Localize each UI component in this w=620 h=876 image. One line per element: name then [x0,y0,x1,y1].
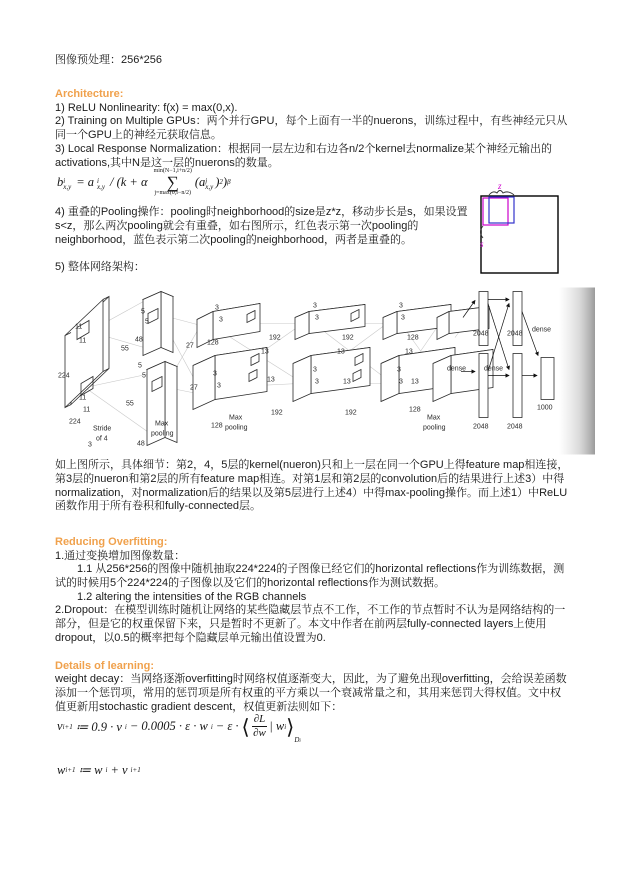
figure-label: 13 [267,376,275,384]
figure-label: 2048 [473,330,489,338]
figure-label: 48 [137,440,145,448]
conv1-top-side [161,292,173,353]
figure-label: 128 [409,406,421,414]
figure-label: 11 [79,337,87,345]
figure-label: 3 [315,314,319,322]
figure-label: 3 [401,314,405,322]
figure-label: 13 [405,348,413,356]
right-angle-bracket: ⟩ [286,714,295,739]
left-angle-bracket: ⟨ [241,714,250,739]
figure-label: Max [427,414,441,422]
overfitting-line-1-1: 1.1 从256*256的图像中随机抽取224*224的子图像已经它们的horizontal reflections作为训练数据，测试的时候用5个224*224的子图像以及它们的horizontal reflections作为测试数据。 [55,563,565,589]
reducing-overfitting-heading: Reducing Overfitting: [55,536,168,548]
figure-label: dense [447,365,467,373]
lrn-b: b [57,174,64,189]
conv2-bottom-front [193,356,215,410]
figure-label: 13 [411,378,419,386]
figure-label: 3 [217,382,221,390]
figure-label: 5 [138,362,142,370]
figure-label: 3 [399,302,403,310]
figure-label: of 4 [96,435,108,443]
post-figure-paragraph: 如上图所示，具体细节：第2，4，5层的kernel(nueron)只和上一层在同一个GPU上得feature map相连接，第3层的nueron和第2层的所有feature map相连。对第1层和第2层的convolution后的结果进行上述3）中得normalization，对normalization后的结果以及第5层进行上述4）中得max-pooling操作。而上述1）中ReLU函数作用于所有卷积和fully-connected层。 [55,459,569,513]
lrn-mid: / (k + α [110,174,148,189]
overfitting-line-1: 1.通过变换增加图像数量： [55,550,186,562]
overfitting-dropout: 2.Dropout：在模型训练时随机让网络的某些隐藏层节点不工作，不工作的节点暂时不认为是网络结构的一部分，但是它的权重保留下来，只是暂时不更新了。本文中作者在前两层fully-connected layers上使用dropout，以0.5的概率把每个隐藏层单元输出值设置为0. [55,604,566,644]
architecture-item-5: 5) 整体网络架构： [55,261,145,273]
figure-label: 13 [343,378,351,386]
figure-label: 3 [399,378,403,386]
details-of-learning-heading: Details of learning: [55,660,155,672]
fc6-bar-bottom [479,354,488,418]
figure-label: dense [484,365,504,373]
alexnet-svg [55,287,595,455]
weight-decay-paragraph: weight decay：当网络逐渐overfitting时网络权值逐渐变大，因此，为了避免出现overfitting，会给误差函数添加一个惩罚项，常用的惩罚项是所有权重的平方乘以一个衰减常量之和，其用来惩罚大得权值。文中权值更新用stochastic gradient descent，权值更新法则如下： [55,673,567,713]
figure-label: 1000 [537,404,553,412]
z-brace [489,191,514,196]
lrn-formula: b i x,y = a i x,y / (k + α min(N−1,i+n/2) ∑ j=max(0,i−n/2) (a j x,y ) 2 ) β [57,168,231,196]
s-label: s [480,239,484,249]
figure-label: 55 [126,400,134,408]
v-update-formula: v i+1 ≔ 0.9 · v i − 0.0005 · ε · w i − ε · ⟨ $\frac{\partial L}{\partial w}$ | w i ⟩ Di [57,713,301,744]
lrn-a-scripts: i x,y [97,176,105,191]
figure-label: Max [155,420,169,428]
figure-label: 3 [213,370,217,378]
output-1000-bar [541,358,554,400]
architecture-item-4: 4) 重叠的Pooling操作：pooling时neighborhood的size是z*z，移动步长是s，如果设置s<z，那么两次pooling就会有重叠，如右图所示，红色表示第一次pooling的neighborhood，蓝色表示第二次pooling的neighborhood，两者是重叠的。 [55,206,468,246]
figure-label: 3 [88,441,92,449]
figure-edge-shadow [559,288,595,455]
figure-label: pooling [151,430,174,438]
architecture-item-3: 3) Local Response Normalization：根据同一层左边和右边各n/2个kernel去normalize某个神经元输出的activations,其中N是这一层的nuerons的数量。 [55,143,552,169]
figure-label: 3 [215,304,219,312]
figure-label: 5 [141,308,145,316]
architecture-heading: Architecture: [55,88,124,100]
figure-label: 128 [211,422,223,430]
figure-label: pooling [423,424,446,432]
figure-label: 2048 [507,330,523,338]
figure-label: 2048 [507,423,523,431]
figure-label: 128 [407,334,419,342]
alexnet-figure [55,287,595,455]
figure-label: 192 [342,334,354,342]
figure-label: 224 [58,372,70,380]
figure-label: 48 [135,336,143,344]
lrn-sum: min(N−1,i+n/2) ∑ j=max(0,i−n/2) [153,168,192,196]
figure-label: 2048 [473,423,489,431]
figure-label: 3 [313,366,317,374]
figure-label: dense [532,326,552,334]
figure-label: 5 [142,372,146,380]
figure-label: 11 [75,323,83,331]
figure-label: 3 [315,378,319,386]
figure-label: 11 [79,394,87,402]
lrn-eq: = a [76,174,95,189]
figure-label: 3 [313,302,317,310]
lrn-term: (a [194,174,206,189]
overfitting-line-1-2: 1.2 altering the intensities of the RGB channels [77,591,307,603]
figure-label: 13 [337,348,345,356]
figure-label: Stride [93,425,112,433]
lrn-b-scripts: i x,y [63,176,72,191]
figure-label: 224 [69,418,81,426]
figure-label: 192 [269,334,281,342]
z-label: z [498,181,502,191]
figure-label: 192 [271,409,283,417]
figure-label: pooling [225,424,248,432]
figure-label: 55 [121,345,129,353]
D-subscript: Di [294,736,301,744]
figure-label: 11 [83,406,91,414]
figure-label: 128 [207,339,219,347]
figure-label: 13 [261,348,269,356]
figure-label: 5 [145,318,149,326]
figure-label: 3 [397,366,401,374]
dL-dw-fraction: $\frac{\partial L}{\partial w}$ [253,713,266,739]
architecture-item-1: 1) ReLU Nonlinearity: f(x) = max(0,x). [55,102,238,114]
architecture-item-2: 2) Training on Multiple GPUs：两个并行GPU，每个上面有一半的nuerons，训练过程中，有些神经元只从同一个GPU上的神经元获取信息。 [55,115,568,141]
figure-label: 27 [186,342,194,350]
figure-label: 3 [219,316,223,324]
figure-label: 27 [190,384,198,392]
w-update-formula: w i+1 ≔ w i + v i+1 [57,762,141,777]
figure-label: Max [229,414,243,422]
fc7-bar-bottom [513,354,522,418]
figure-label: 192 [345,409,357,417]
preprocess-line: 图像预处理：256*256 [55,54,162,66]
